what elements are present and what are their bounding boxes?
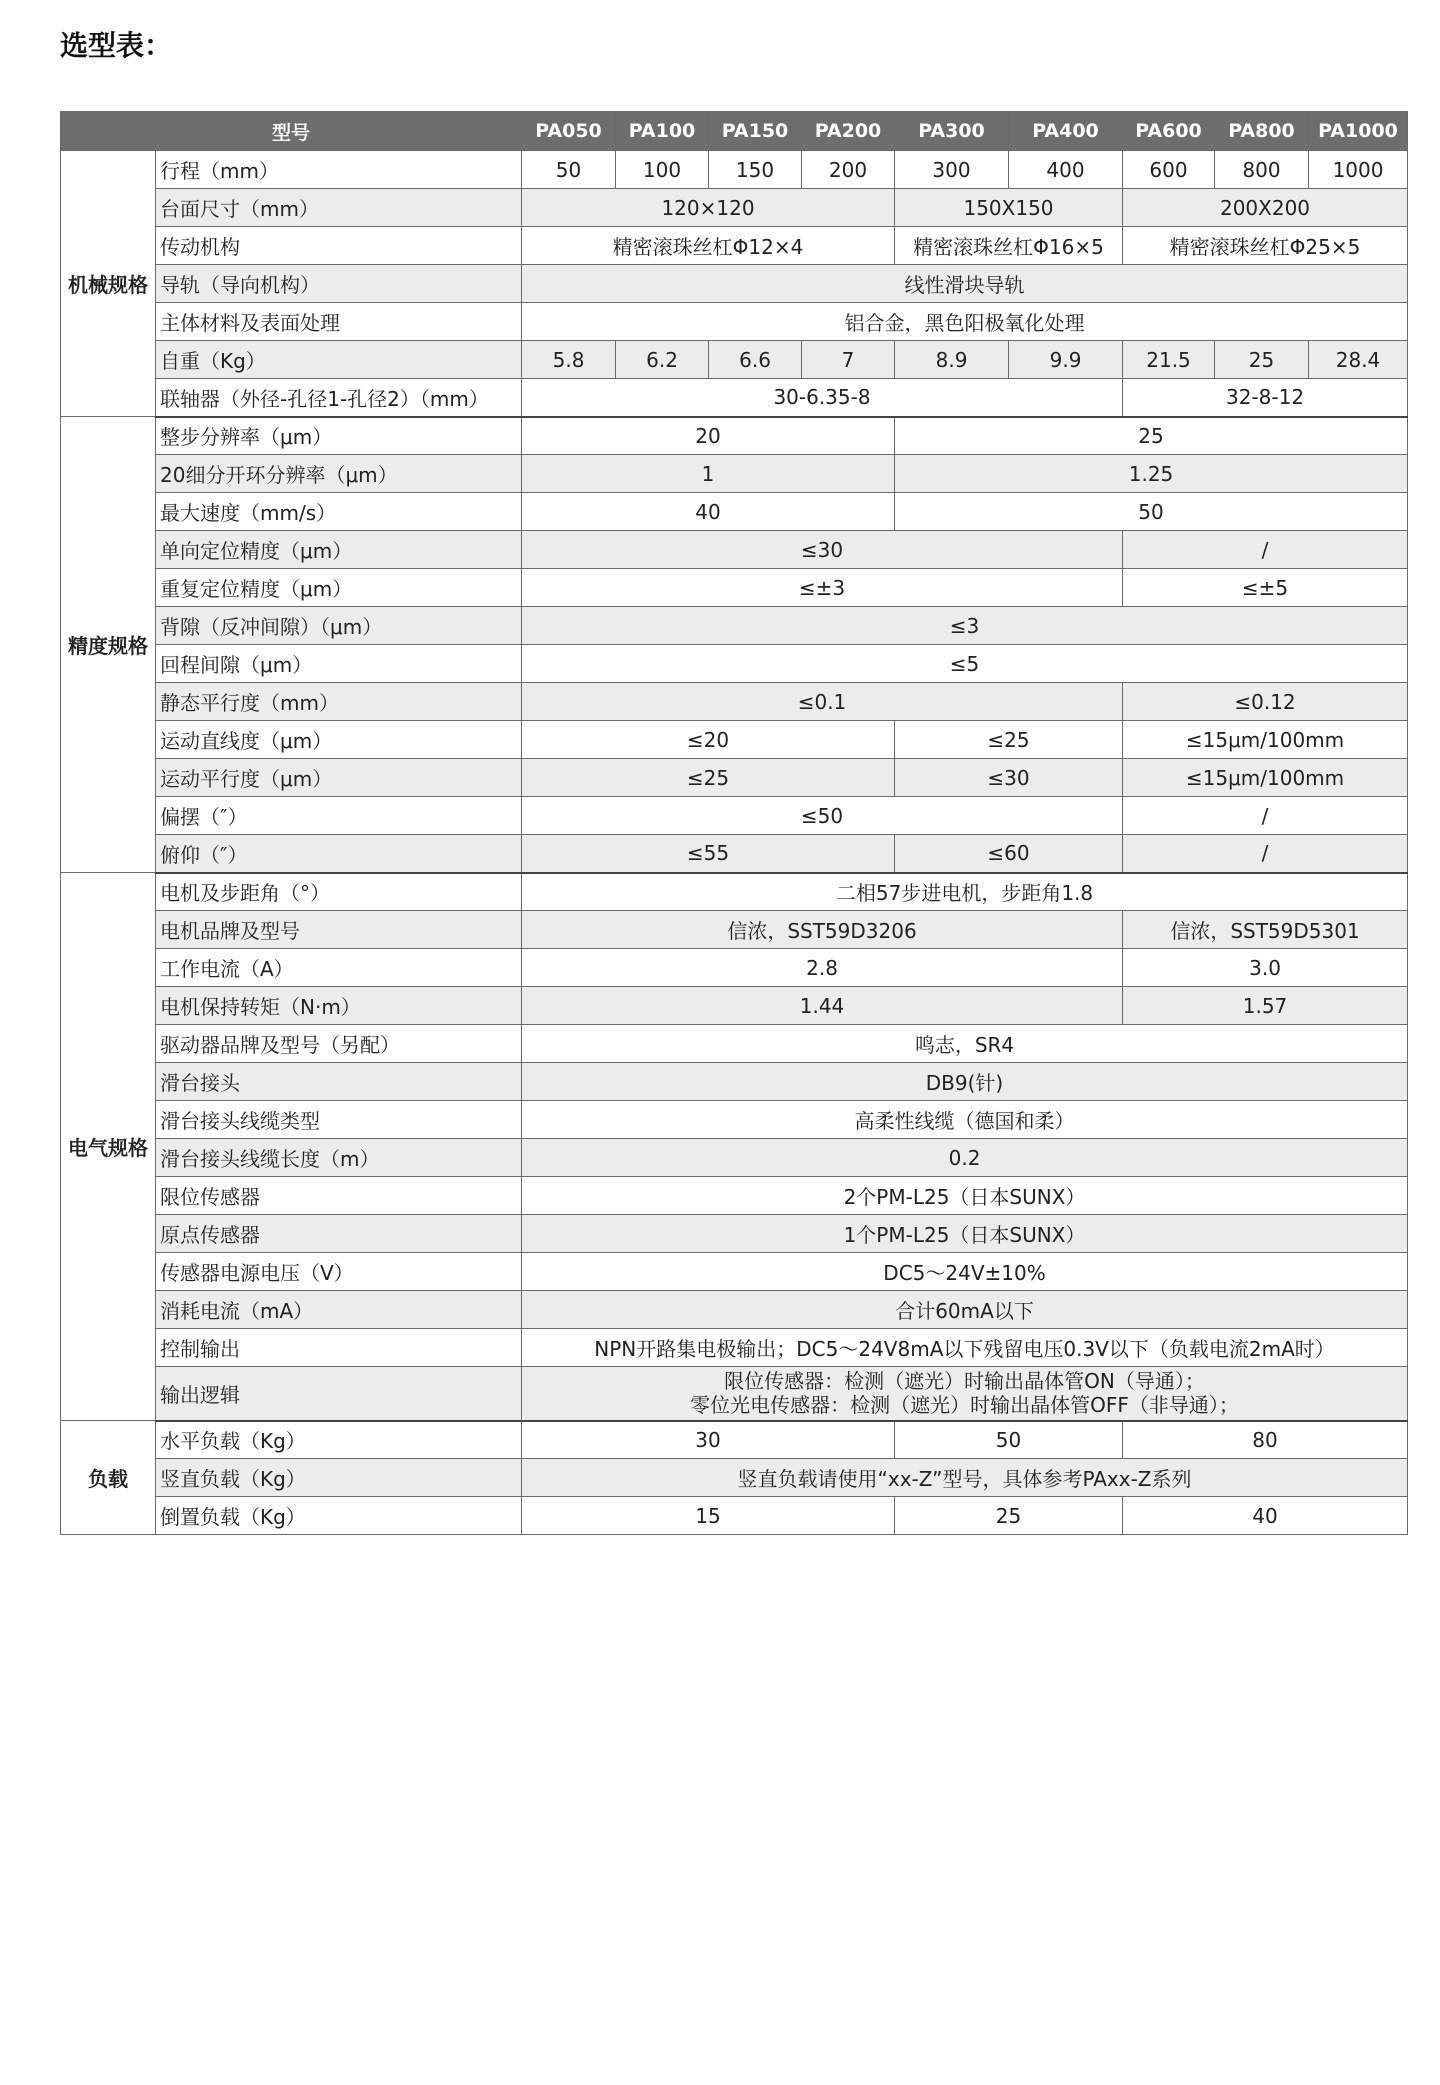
table-row — [61, 1497, 1408, 1535]
output-logic-line: 限位传感器：检测（遮光）时输出晶体管ON（导通）； — [724, 1369, 1205, 1394]
row-label: 竖直负载（Kg） — [156, 1459, 522, 1497]
model-header: PA600 — [1123, 112, 1215, 151]
cell: 80 — [1123, 1421, 1408, 1459]
cell: ≤±3 — [522, 569, 1123, 607]
table-row — [61, 569, 1408, 607]
cell: 40 — [522, 493, 895, 531]
cell: 1.57 — [1123, 987, 1408, 1025]
cell: ≤20 — [522, 721, 895, 759]
table-row — [61, 949, 1408, 987]
table-row — [61, 531, 1408, 569]
cell: / — [1123, 797, 1408, 835]
row-label: 滑台接头线缆类型 — [156, 1101, 522, 1139]
model-header: PA150 — [709, 112, 802, 151]
table-row — [61, 227, 1408, 265]
cell: 30-6.35-8 — [522, 379, 1123, 417]
header-row — [61, 112, 1408, 151]
cell: 50 — [895, 493, 1408, 531]
row-label: 背隙（反冲间隙）（μm） — [156, 607, 522, 645]
cell: 200X200 — [1123, 189, 1408, 227]
cell: ≤3 — [522, 607, 1408, 645]
table-row — [61, 835, 1408, 873]
table-row — [61, 797, 1408, 835]
cell: ≤30 — [895, 759, 1123, 797]
row-label: 传感器电源电压（V） — [156, 1253, 522, 1291]
group-mechanical: 机械规格 — [61, 151, 156, 417]
cell: 20 — [522, 417, 895, 455]
row-label: 运动直线度（μm） — [156, 721, 522, 759]
table-row — [61, 189, 1408, 227]
cell: 2个PM-L25（日本SUNX） — [522, 1177, 1408, 1215]
cell: ≤5 — [522, 645, 1408, 683]
row-label: 滑台接头线缆长度（m） — [156, 1139, 522, 1177]
cell: 竖直负载请使用“xx-Z”型号，具体参考PAxx-Z系列 — [522, 1459, 1408, 1497]
cell: 信浓，SST59D5301 — [1123, 911, 1408, 949]
cell: ≤60 — [895, 835, 1123, 873]
table-row — [61, 759, 1408, 797]
cell: ≤0.12 — [1123, 683, 1408, 721]
row-label: 主体材料及表面处理 — [156, 303, 522, 341]
cell: ≤25 — [522, 759, 895, 797]
row-label: 自重（Kg） — [156, 341, 522, 379]
cell: 9.9 — [1009, 341, 1123, 379]
cell: ≤±5 — [1123, 569, 1408, 607]
cell: 8.9 — [895, 341, 1009, 379]
cell: 30 — [522, 1421, 895, 1459]
model-header: PA800 — [1215, 112, 1309, 151]
cell: NPN开路集电极输出；DC5～24V8mA以下残留电压0.3V以下（负载电流2mA时） — [522, 1329, 1408, 1367]
table-row — [61, 303, 1408, 341]
table-row — [61, 1177, 1408, 1215]
table-row — [61, 1421, 1408, 1459]
table-row — [61, 417, 1408, 455]
cell: 150X150 — [895, 189, 1123, 227]
row-label: 20细分开环分辨率（μm） — [156, 455, 522, 493]
cell: 3.0 — [1123, 949, 1408, 987]
cell: 15 — [522, 1497, 895, 1535]
cell: ≤50 — [522, 797, 1123, 835]
row-label: 驱动器品牌及型号（另配） — [156, 1025, 522, 1063]
cell: ≤25 — [895, 721, 1123, 759]
output-logic-line: 零位光电传感器：检测（遮光）时输出晶体管OFF（非导通）； — [690, 1393, 1239, 1418]
row-label: 电机保持转矩（N·m） — [156, 987, 522, 1025]
row-label: 传动机构 — [156, 227, 522, 265]
row-label: 消耗电流（mA） — [156, 1291, 522, 1329]
row-label: 回程间隙（μm） — [156, 645, 522, 683]
cell: 合计60mA以下 — [522, 1291, 1408, 1329]
cell: 25 — [1215, 341, 1309, 379]
cell: 精密滚珠丝杠Φ16×5 — [895, 227, 1123, 265]
table-row — [61, 379, 1408, 417]
cell: 400 — [1009, 151, 1123, 189]
cell: 40 — [1123, 1497, 1408, 1535]
cell: DC5～24V±10% — [522, 1253, 1408, 1291]
row-label: 原点传感器 — [156, 1215, 522, 1253]
row-label: 导轨（导向机构） — [156, 265, 522, 303]
row-label: 滑台接头 — [156, 1063, 522, 1101]
table-row — [61, 455, 1408, 493]
row-label: 水平负载（Kg） — [156, 1421, 522, 1459]
row-label: 电机及步距角（°） — [156, 873, 522, 911]
cell: / — [1123, 531, 1408, 569]
table-row — [61, 911, 1408, 949]
cell: 信浓，SST59D3206 — [522, 911, 1123, 949]
group-precision: 精度规格 — [61, 417, 156, 873]
cell: 6.6 — [709, 341, 802, 379]
cell: 精密滚珠丝杠Φ25×5 — [1123, 227, 1408, 265]
table-row — [61, 873, 1408, 911]
cell: 120×120 — [522, 189, 895, 227]
cell: 28.4 — [1309, 341, 1408, 379]
cell: 25 — [895, 1497, 1123, 1535]
cell: 线性滑块导轨 — [522, 265, 1408, 303]
row-label: 电机品牌及型号 — [156, 911, 522, 949]
row-label: 偏摆（″） — [156, 797, 522, 835]
cell: 21.5 — [1123, 341, 1215, 379]
model-header: PA1000 — [1309, 112, 1408, 151]
row-label: 输出逻辑 — [156, 1367, 522, 1421]
cell: 6.2 — [616, 341, 709, 379]
row-label: 单向定位精度（μm） — [156, 531, 522, 569]
cell: 5.8 — [522, 341, 616, 379]
model-header: PA100 — [616, 112, 709, 151]
cell: 2.8 — [522, 949, 1123, 987]
table-row — [61, 721, 1408, 759]
row-label: 控制输出 — [156, 1329, 522, 1367]
group-load: 负载 — [61, 1421, 156, 1535]
table-row — [61, 493, 1408, 531]
cell: ≤30 — [522, 531, 1123, 569]
group-electrical: 电气规格 — [61, 873, 156, 1421]
row-label: 联轴器（外径-孔径1-孔径2）（mm） — [156, 379, 522, 417]
row-label: 限位传感器 — [156, 1177, 522, 1215]
table-row — [61, 645, 1408, 683]
model-header: PA200 — [802, 112, 895, 151]
row-label: 倒置负载（Kg） — [156, 1497, 522, 1535]
cell: 1 — [522, 455, 895, 493]
cell: 高柔性线缆（德国和柔） — [522, 1101, 1408, 1139]
table-row — [61, 1367, 1408, 1421]
model-header: PA300 — [895, 112, 1009, 151]
cell: DB9(针) — [522, 1063, 1408, 1101]
cell: 100 — [616, 151, 709, 189]
cell: ≤0.1 — [522, 683, 1123, 721]
cell — [522, 1367, 1408, 1421]
table-row — [61, 1063, 1408, 1101]
cell: 800 — [1215, 151, 1309, 189]
row-label: 工作电流（A） — [156, 949, 522, 987]
cell: 600 — [1123, 151, 1215, 189]
cell: ≤15μm/100mm — [1123, 721, 1408, 759]
table-row — [61, 1025, 1408, 1063]
cell: 50 — [895, 1421, 1123, 1459]
cell: ≤15μm/100mm — [1123, 759, 1408, 797]
cell: 1000 — [1309, 151, 1408, 189]
spec-table — [60, 111, 1408, 1535]
cell: 二相57步进电机，步距角1.8 — [522, 873, 1408, 911]
cell: 铝合金，黑色阳极氧化处理 — [522, 303, 1408, 341]
row-label: 行程（mm） — [156, 151, 522, 189]
table-row — [61, 1291, 1408, 1329]
cell: 0.2 — [522, 1139, 1408, 1177]
cell: 25 — [895, 417, 1408, 455]
row-label: 静态平行度（mm） — [156, 683, 522, 721]
table-row — [61, 1215, 1408, 1253]
table-row — [61, 151, 1408, 189]
cell: 32-8-12 — [1123, 379, 1408, 417]
row-label: 台面尺寸（mm） — [156, 189, 522, 227]
cell: 150 — [709, 151, 802, 189]
cell: 1个PM-L25（日本SUNX） — [522, 1215, 1408, 1253]
row-label: 运动平行度（μm） — [156, 759, 522, 797]
row-label: 最大速度（mm/s） — [156, 493, 522, 531]
model-header: PA400 — [1009, 112, 1123, 151]
table-row — [61, 607, 1408, 645]
model-header: PA050 — [522, 112, 616, 151]
cell: 300 — [895, 151, 1009, 189]
row-label: 重复定位精度（μm） — [156, 569, 522, 607]
row-label: 整步分辨率（μm） — [156, 417, 522, 455]
cell: 鸣志，SR4 — [522, 1025, 1408, 1063]
table-row — [61, 683, 1408, 721]
cell: 1.25 — [895, 455, 1408, 493]
table-row — [61, 1139, 1408, 1177]
cell: / — [1123, 835, 1408, 873]
table-row — [61, 1329, 1408, 1367]
cell: ≤55 — [522, 835, 895, 873]
table-row — [61, 1101, 1408, 1139]
table-row — [61, 265, 1408, 303]
table-row — [61, 341, 1408, 379]
table-row — [61, 1459, 1408, 1497]
cell: 7 — [802, 341, 895, 379]
cell: 50 — [522, 151, 616, 189]
cell: 1.44 — [522, 987, 1123, 1025]
page-title: 选型表： — [60, 29, 173, 62]
row-label: 俯仰（″） — [156, 835, 522, 873]
cell: 精密滚珠丝杠Φ12×4 — [522, 227, 895, 265]
table-row — [61, 987, 1408, 1025]
table-row — [61, 1253, 1408, 1291]
cell: 200 — [802, 151, 895, 189]
model-label: 型号 — [61, 112, 522, 151]
